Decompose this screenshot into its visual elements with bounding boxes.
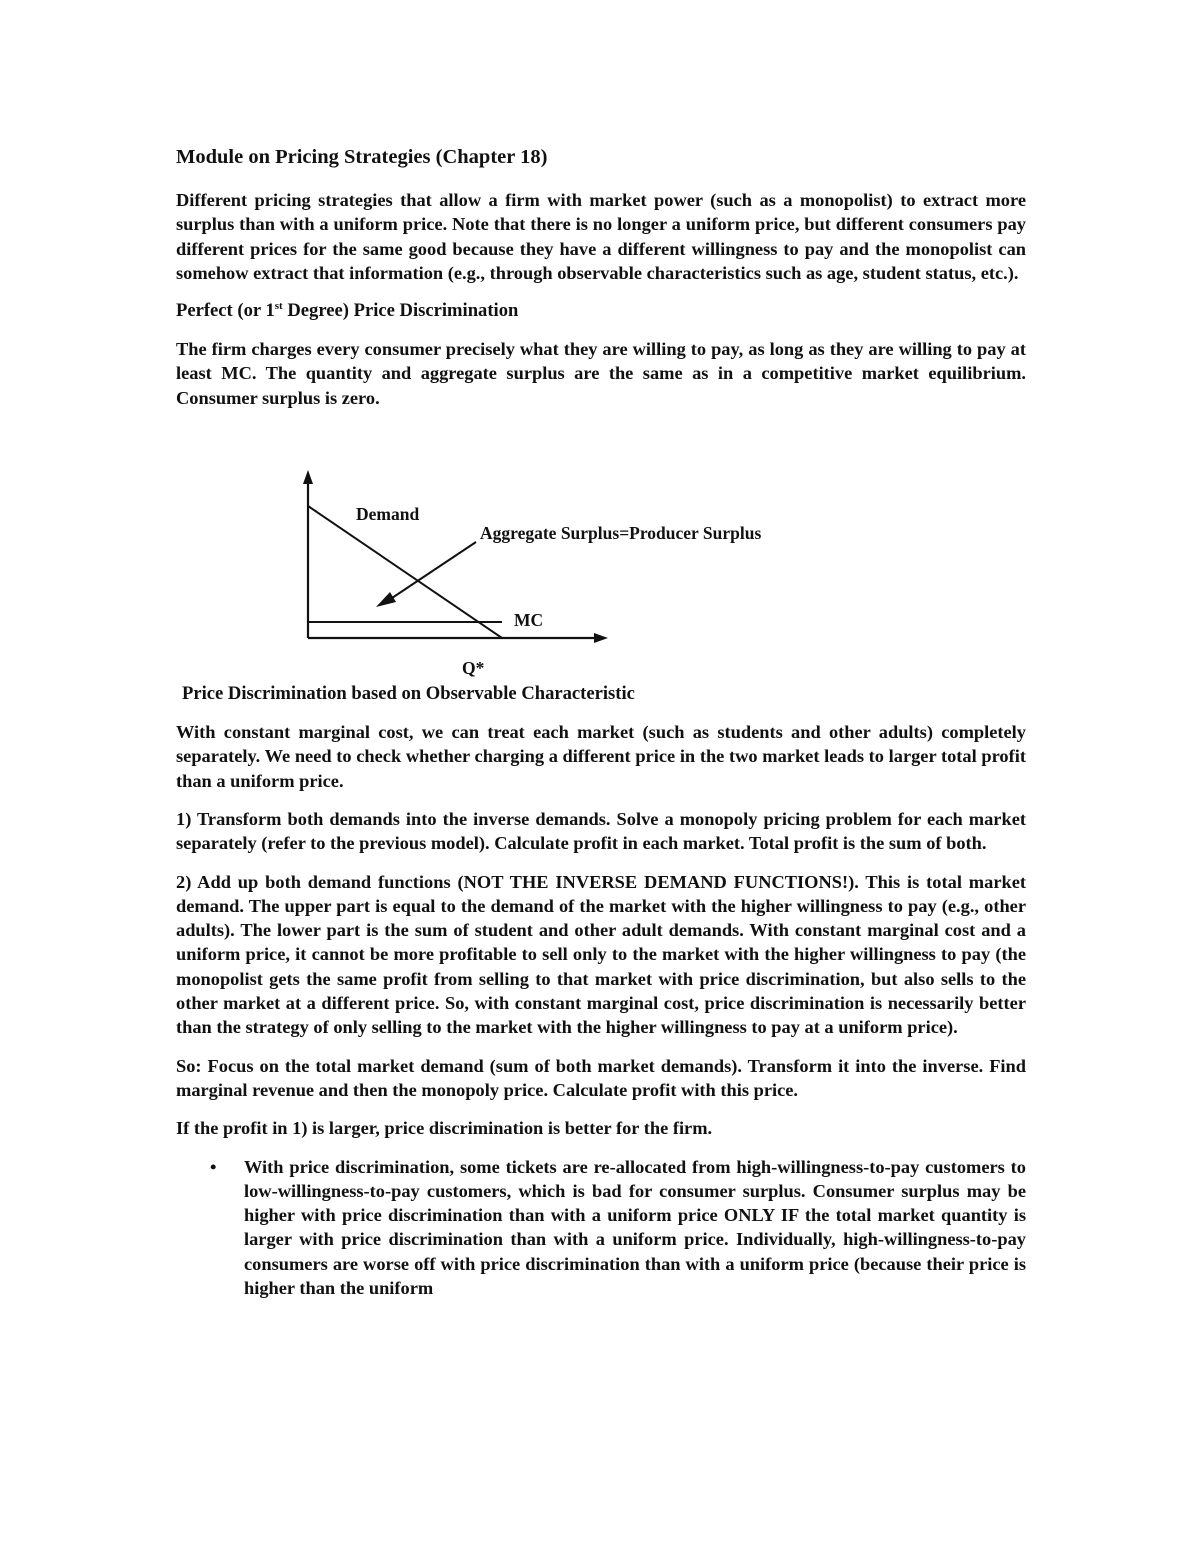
surplus-diagram-svg xyxy=(176,424,1026,679)
bullet-symbol: • xyxy=(210,1156,217,1177)
perfect-heading-post: Degree) Price Discrimination xyxy=(282,300,519,322)
aggregate-surplus-label: Aggregate Surplus=Producer Surplus xyxy=(480,523,762,544)
document-content xyxy=(176,144,1026,1300)
surplus-diagram xyxy=(176,424,1026,679)
perfect-discrimination-paragraph: The firm charges every consumer precisely what they are willing to pay, as long as they are willing to pay at least MC. The quantity and aggregate surplus are the same as in a competitive market equilibrium. Consumer surplus is zero. xyxy=(176,339,1026,408)
perfect-discrimination-heading xyxy=(176,299,1026,323)
demand-line xyxy=(308,506,502,638)
y-axis-arrow xyxy=(303,470,313,484)
perfect-heading-sup: st xyxy=(274,300,283,313)
mc-label: MC xyxy=(514,610,544,631)
if-paragraph: If the profit in 1) is larger, price discrimination is better for the firm. xyxy=(176,1118,713,1139)
intro-paragraph: Different pricing strategies that allow a firm with market power (such as a monopolist) to extract more surplus than with a uniform price. Note that there is no longer a uniform price, but different consumers pay different prices for the same good because they have a different willingness to pay and the monopolist can somehow extract that information (e.g., through observable characteristics such as age, student status, etc.). xyxy=(176,190,1026,283)
bullet-list xyxy=(176,1155,1026,1301)
step-2-paragraph: 2) Add up both demand functions (NOT THE INVERSE DEMAND FUNCTIONS!). This is total market demand. The upper part is equal to the demand of the market with the higher willingness to pay (e.g., other adults). The lower part is the sum of student and other adult demands. With constant marginal cost and a uniform price, it cannot be more profitable to sell only to the market with the higher willingness to pay (the monopolist gets the same profit from selling to that market with price discrimination, but also sells to the other market at a different price. So, with constant marginal cost, price discrimination is necessarily better than the strategy of only selling to the market with the higher willingness to pay at a uniform price). xyxy=(176,871,1026,1038)
observable-paragraph: With constant marginal cost, we can treat each market (such as students and other adults) completely separately. We need to check whether charging a different price in the two market leads to larger total profit than a uniform price. xyxy=(176,722,1026,791)
list-item xyxy=(210,1155,1026,1301)
bullet-text: With price discrimination, some tickets are re-allocated from high-willingness-to-pay customers to low-willingness-to-pay customers, which is bad for consumer surplus. Consumer surplus may be higher with price discrimination than with a uniform price ONLY IF the total market quantity is larger with price discrimination than with a uniform price. Individually, high-willingness-to-pay consumers are worse off with price discrimination than with a uniform price (because their price is higher than the uniform xyxy=(244,1156,1026,1299)
observable-characteristic-heading: Price Discrimination based on Observable Characteristic xyxy=(182,683,635,705)
demand-label: Demand xyxy=(356,504,420,525)
surplus-pointer-arrow xyxy=(376,592,396,607)
x-axis-arrow xyxy=(594,633,608,643)
step-1-paragraph: 1) Transform both demands into the inverse demands. Solve a monopoly pricing problem for each market separately (refer to the previous model). Calculate profit in each market. Total profit is the sum of both. xyxy=(176,808,1026,854)
so-paragraph: So: Focus on the total market demand (sum of both market demands). Transform it into the inverse. Find marginal revenue and then the monopoly price. Calculate profit with this price. xyxy=(176,1055,1026,1100)
perfect-heading-pre: Perfect (or 1 xyxy=(176,300,275,322)
q-star-label: Q* xyxy=(462,658,485,679)
surplus-pointer-line xyxy=(386,542,476,602)
page-title: Module on Pricing Strategies (Chapter 18) xyxy=(176,146,548,168)
